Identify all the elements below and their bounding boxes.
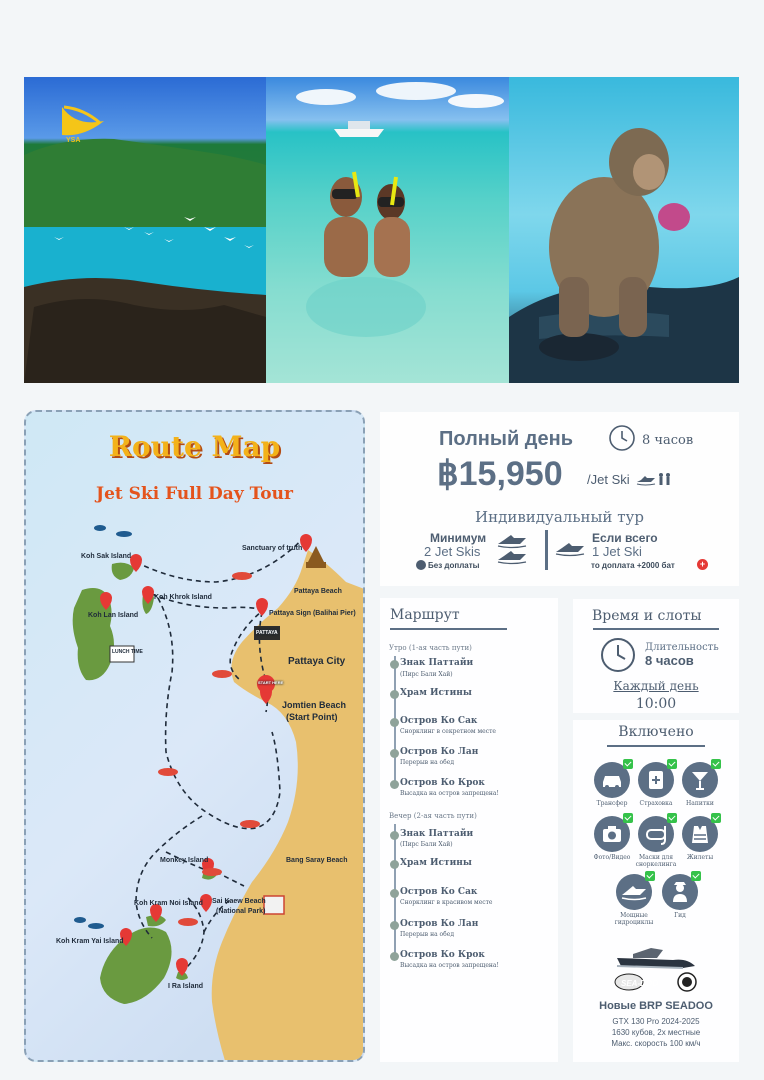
jetski-spec: Макс. скорость 100 км/ч xyxy=(611,1039,701,1048)
map-label-koh-kram-yai: Koh Kram Yai Island xyxy=(56,938,124,945)
route-dot xyxy=(390,889,399,898)
route-stop: Знак Паттайи xyxy=(400,829,474,839)
start-here-badge: START HERE xyxy=(258,680,284,685)
included-title-underline xyxy=(607,745,705,747)
minimum-value: 2 Jet Skis xyxy=(424,544,481,559)
route-title: Маршрут xyxy=(390,607,460,623)
check-icon xyxy=(645,871,655,881)
pattaya-sign-text: PATTAYA xyxy=(256,630,278,636)
map-label-pattaya-sign: Pattaya Sign (Balihai Pier) xyxy=(269,610,356,617)
route-stop: Остров Ко Сак xyxy=(400,887,478,897)
route-dot xyxy=(390,952,399,961)
route-stop-note: (Пирс Бали Хай) xyxy=(400,841,453,848)
map-label-sai-kaew: Sai Kaew Beach xyxy=(212,898,266,905)
route-map-graphic xyxy=(26,412,365,1062)
jetski-icon xyxy=(616,874,652,910)
included-item-insurance xyxy=(631,762,681,808)
route-stop: Остров Ко Сак xyxy=(400,716,478,726)
included-item-label: Гид xyxy=(674,912,686,919)
duration-value: 8 часов xyxy=(645,653,694,668)
island-lagoon-photo xyxy=(24,77,266,383)
lunch-time-sign: LUNCH TIME xyxy=(112,649,143,655)
guide-icon xyxy=(662,874,698,910)
included-item-label: Напитки xyxy=(686,800,714,807)
check-circle-icon xyxy=(416,560,426,570)
route-dot xyxy=(390,831,399,840)
two-jetskis-icon xyxy=(496,532,532,568)
duration-label: Длительность xyxy=(645,642,719,653)
tour-type: Индивидуальный тур xyxy=(475,508,644,526)
included-item-jetskis xyxy=(609,874,659,927)
clock-icon xyxy=(599,636,637,674)
price-title: Полный день xyxy=(439,428,574,450)
insurance-icon xyxy=(638,762,674,798)
check-icon xyxy=(711,759,721,769)
included-item-label: Маски для сноркелинга xyxy=(635,854,677,868)
included-item-guide xyxy=(655,874,705,920)
seadoo-brand-logo: SEA-DOO xyxy=(621,979,659,988)
map-label-monkey: Monkey Island xyxy=(160,857,209,864)
clock-icon xyxy=(608,424,636,452)
map-label-pattaya-beach: Pattaya Beach xyxy=(294,588,342,595)
single-value: 1 Jet Ski xyxy=(592,544,642,559)
map-label-start-point: (Start Point) xyxy=(286,712,338,722)
included-item-label: Фото/Видео xyxy=(593,854,631,861)
included-item-label: Жилеты xyxy=(686,854,714,861)
route-stop: Остров Ко Лан xyxy=(400,919,479,929)
single-label: Если всего xyxy=(592,531,658,545)
included-card xyxy=(573,720,739,1062)
route-stop: Остров Ко Крок xyxy=(400,778,485,788)
jetski-spec: GTX 130 Pro 2024-2025 xyxy=(612,1017,700,1026)
jetski-model: Новые BRP SEADOO xyxy=(599,1000,713,1012)
time-title-underline xyxy=(593,628,719,630)
minimum-label: Минимум xyxy=(430,531,487,545)
route-stop-note: Снорклинг в секретном месте xyxy=(400,728,496,735)
route-stop-note: Высадка на остров запрещена! xyxy=(400,962,499,969)
map-label-koh-khrok: Koh Khrok Island xyxy=(154,594,212,601)
included-item-transfer xyxy=(587,762,637,808)
map-subtitle: Jet Ski Full Day Tour xyxy=(96,484,293,504)
map-label-koh-sak: Koh Sak Island xyxy=(81,553,132,560)
life-vest-icon xyxy=(682,816,718,852)
monkey-jetski-photo xyxy=(509,77,739,383)
price-card xyxy=(380,412,739,586)
included-item-snorkel xyxy=(631,816,681,869)
included-title: Включено xyxy=(618,724,694,740)
jetski-people-icon xyxy=(635,472,675,488)
route-dot xyxy=(390,921,399,930)
surcharge-note: то доплата +2000 бат xyxy=(591,561,675,570)
map-label-koh-kram-noi: Koh Kram Noi Island xyxy=(134,900,203,907)
daily-schedule-label: Каждый день xyxy=(613,679,699,693)
included-item-vests xyxy=(675,816,725,862)
logo-text: YSA xyxy=(66,137,81,144)
check-icon xyxy=(711,813,721,823)
map-label-national-park: (National Park) xyxy=(216,908,266,915)
route-stop-note: Снорклинг в красивом месте xyxy=(400,899,493,906)
start-time-slot: 10:00 xyxy=(635,696,677,712)
included-item-label: Мощные гидроциклы xyxy=(614,912,654,926)
snorkeling-couple-photo xyxy=(266,77,509,383)
photo-strip xyxy=(24,77,739,383)
route-stop: Храм Истины xyxy=(400,688,472,698)
included-item-photo xyxy=(587,816,637,862)
route-map-card xyxy=(24,410,365,1062)
included-item-label: Трансфер xyxy=(596,800,628,807)
route-dot xyxy=(390,718,399,727)
single-jetski-icon xyxy=(554,540,588,560)
route-stop-note: Перерыв на обед xyxy=(400,931,455,938)
map-label-jomtien: Jomtien Beach xyxy=(282,700,347,710)
jetski-spec: 1630 кубов, 2х местные xyxy=(611,1028,701,1037)
minimum-note: Без доплаты xyxy=(428,561,480,570)
route-dot xyxy=(390,660,399,669)
route-stop: Знак Паттайи xyxy=(400,658,474,668)
map-label-pattaya-city: Pattaya City xyxy=(288,656,346,667)
time-slots-card xyxy=(573,599,739,713)
route-dot xyxy=(390,690,399,699)
route-dot xyxy=(390,780,399,789)
plus-icon: + xyxy=(697,559,708,570)
time-title: Время и слоты xyxy=(592,608,702,624)
route-stop-note: Перерыв на обед xyxy=(400,759,455,766)
morning-label: Утро (1-ая часть пути) xyxy=(389,644,472,652)
price-divider xyxy=(545,530,548,570)
route-stop: Остров Ко Лан xyxy=(400,747,479,757)
map-label-i-ra: I Ra Island xyxy=(168,983,204,990)
route-title-underline xyxy=(390,628,507,630)
route-stop-note: (Пирс Бали Хай) xyxy=(400,671,453,678)
route-stop: Остров Ко Крок xyxy=(400,950,485,960)
cocktail-icon xyxy=(682,762,718,798)
map-label-koh-lan: Koh Lan Island xyxy=(88,612,139,619)
car-icon xyxy=(594,762,630,798)
evening-label: Вечер (2-ая часть пути) xyxy=(389,812,477,820)
snorkel-mask-icon xyxy=(638,816,674,852)
price-hours: 8 часов xyxy=(642,433,694,448)
map-title: Route Map xyxy=(108,430,281,463)
route-dot xyxy=(390,860,399,869)
map-label-bang-saray: Bang Saray Beach xyxy=(286,857,348,864)
route-stop-note: Высадка на остров запрещена! xyxy=(400,790,499,797)
map-label-sanctuary: Sanctuary of truth xyxy=(242,545,303,552)
route-stop: Храм Истины xyxy=(400,858,472,868)
included-item-label: Страховка xyxy=(639,800,673,807)
route-card xyxy=(380,598,558,1062)
price-unit: /Jet Ski xyxy=(587,472,630,487)
route-dot xyxy=(390,749,399,758)
check-icon xyxy=(691,871,701,881)
price-amount: ฿15,950 xyxy=(437,455,563,493)
camera-icon xyxy=(594,816,630,852)
included-item-drinks xyxy=(675,762,725,808)
